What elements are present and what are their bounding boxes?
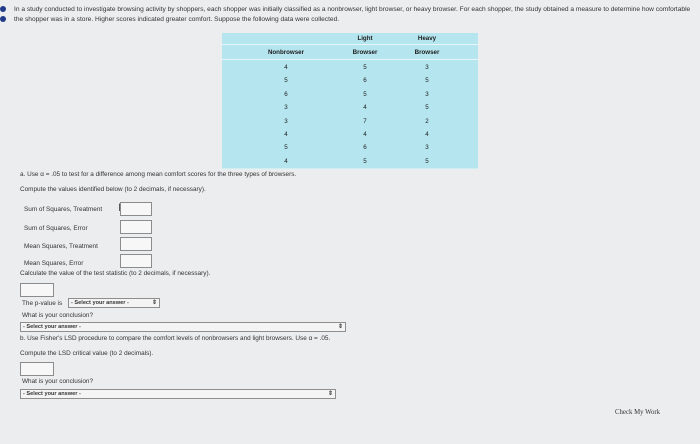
table-cell: 6 <box>284 90 288 98</box>
header-divider <box>222 59 478 60</box>
select-arrows-icon: ⇕ <box>337 324 343 330</box>
ms-treatment-label: Mean Squares, Treatment <box>24 243 98 250</box>
table-cell: 5 <box>425 157 429 165</box>
lsd-critical-input[interactable] <box>20 362 54 376</box>
data-table <box>222 33 478 169</box>
conclusion-a-select-value: - Select your answer - <box>23 324 81 330</box>
test-stat-instruction: Calculate the value of the test statistic (to 2 decimals, if necessary). <box>20 270 211 277</box>
pvalue-select-value: - Select your answer - <box>71 300 129 306</box>
ss-error-input[interactable] <box>120 220 152 234</box>
table-cell: 5 <box>363 157 367 165</box>
select-arrows-icon: ⇕ <box>327 391 333 397</box>
col-header-heavy-bottom: Browser <box>414 49 440 56</box>
col-header-heavy-top: Heavy <box>417 35 437 42</box>
col-header-light-bottom: Browser <box>352 49 378 56</box>
bullet-marker <box>0 16 6 22</box>
table-cell: 5 <box>284 77 288 85</box>
table-cell: 6 <box>363 144 367 152</box>
table-cell: 3 <box>284 104 288 112</box>
col-header-light-top: Light <box>357 35 373 42</box>
table-cell: 4 <box>363 104 367 112</box>
pvalue-select[interactable] <box>68 298 160 308</box>
conclusion-b-label: What is your conclusion? <box>22 378 94 385</box>
conclusion-a-select[interactable] <box>20 322 346 332</box>
ss-treatment-input[interactable] <box>120 202 152 216</box>
conclusion-a-label: What is your conclusion? <box>22 312 94 319</box>
table-cell: 3 <box>284 117 288 125</box>
table-cell: 5 <box>363 64 367 71</box>
table-cell: 4 <box>284 64 288 71</box>
check-my-work-button[interactable]: Check My Work <box>615 409 661 416</box>
ss-error-label: Sum of Squares, Error <box>24 225 88 232</box>
ss-treatment-label: Sum of Squares, Treatment <box>24 206 103 213</box>
table-cell: 7 <box>363 117 367 125</box>
table-cell: 5 <box>284 144 288 152</box>
table-cell: 4 <box>363 131 367 138</box>
ms-treatment-input[interactable] <box>120 237 152 251</box>
text-cursor-icon: I <box>118 202 122 214</box>
table-cell: 4 <box>425 131 429 138</box>
conclusion-b-select[interactable] <box>20 389 336 399</box>
table-bottom-rule <box>222 168 478 169</box>
table-cell: 5 <box>425 104 429 112</box>
pvalue-label: The p-value is <box>22 300 63 307</box>
bullet-marker <box>0 6 6 12</box>
table-cell: 5 <box>425 77 429 85</box>
table-cell: 2 <box>425 117 429 125</box>
part-b-prompt: b. Use Fisher's LSD procedure to compare the comfort levels of nonbrowsers and light browsers. Use α = .05. <box>20 335 331 342</box>
table-cell: 3 <box>425 144 429 152</box>
table-cell: 5 <box>363 90 367 98</box>
part-b-instruction: Compute the LSD critical value (to 2 decimals). <box>20 350 154 357</box>
ms-error-label: Mean Squares, Error <box>24 260 84 267</box>
test-stat-input[interactable] <box>20 283 54 297</box>
table-cell: 6 <box>363 77 367 85</box>
ms-error-input[interactable] <box>120 254 152 268</box>
table-cell: 3 <box>425 90 429 98</box>
table-cell: 4 <box>284 157 288 165</box>
table-cell: 3 <box>425 64 429 71</box>
select-arrows-icon: ⇕ <box>151 300 157 306</box>
col-header-nonbrowser: Nonbrowser <box>267 49 305 56</box>
header-divider <box>222 44 478 45</box>
table-cell: 4 <box>284 131 288 138</box>
part-a-prompt: a. Use α = .05 to test for a difference among mean comfort scores for the three types of browsers. <box>20 171 297 178</box>
problem-intro: In a study conducted to investigate browsing activity by shoppers, each shopper was initially classified as a nonbrowser, light browser, or heavy browser. For each shopper, the study obtained a measure to determine how comfortable the shopper was in a store. Higher scores indicated greater comfort. Suppose the following data were collected. <box>14 6 691 23</box>
conclusion-b-select-value: - Select your answer - <box>23 391 81 397</box>
part-a-instruction: Compute the values identified below (to 2 decimals, if necessary). <box>20 186 206 193</box>
